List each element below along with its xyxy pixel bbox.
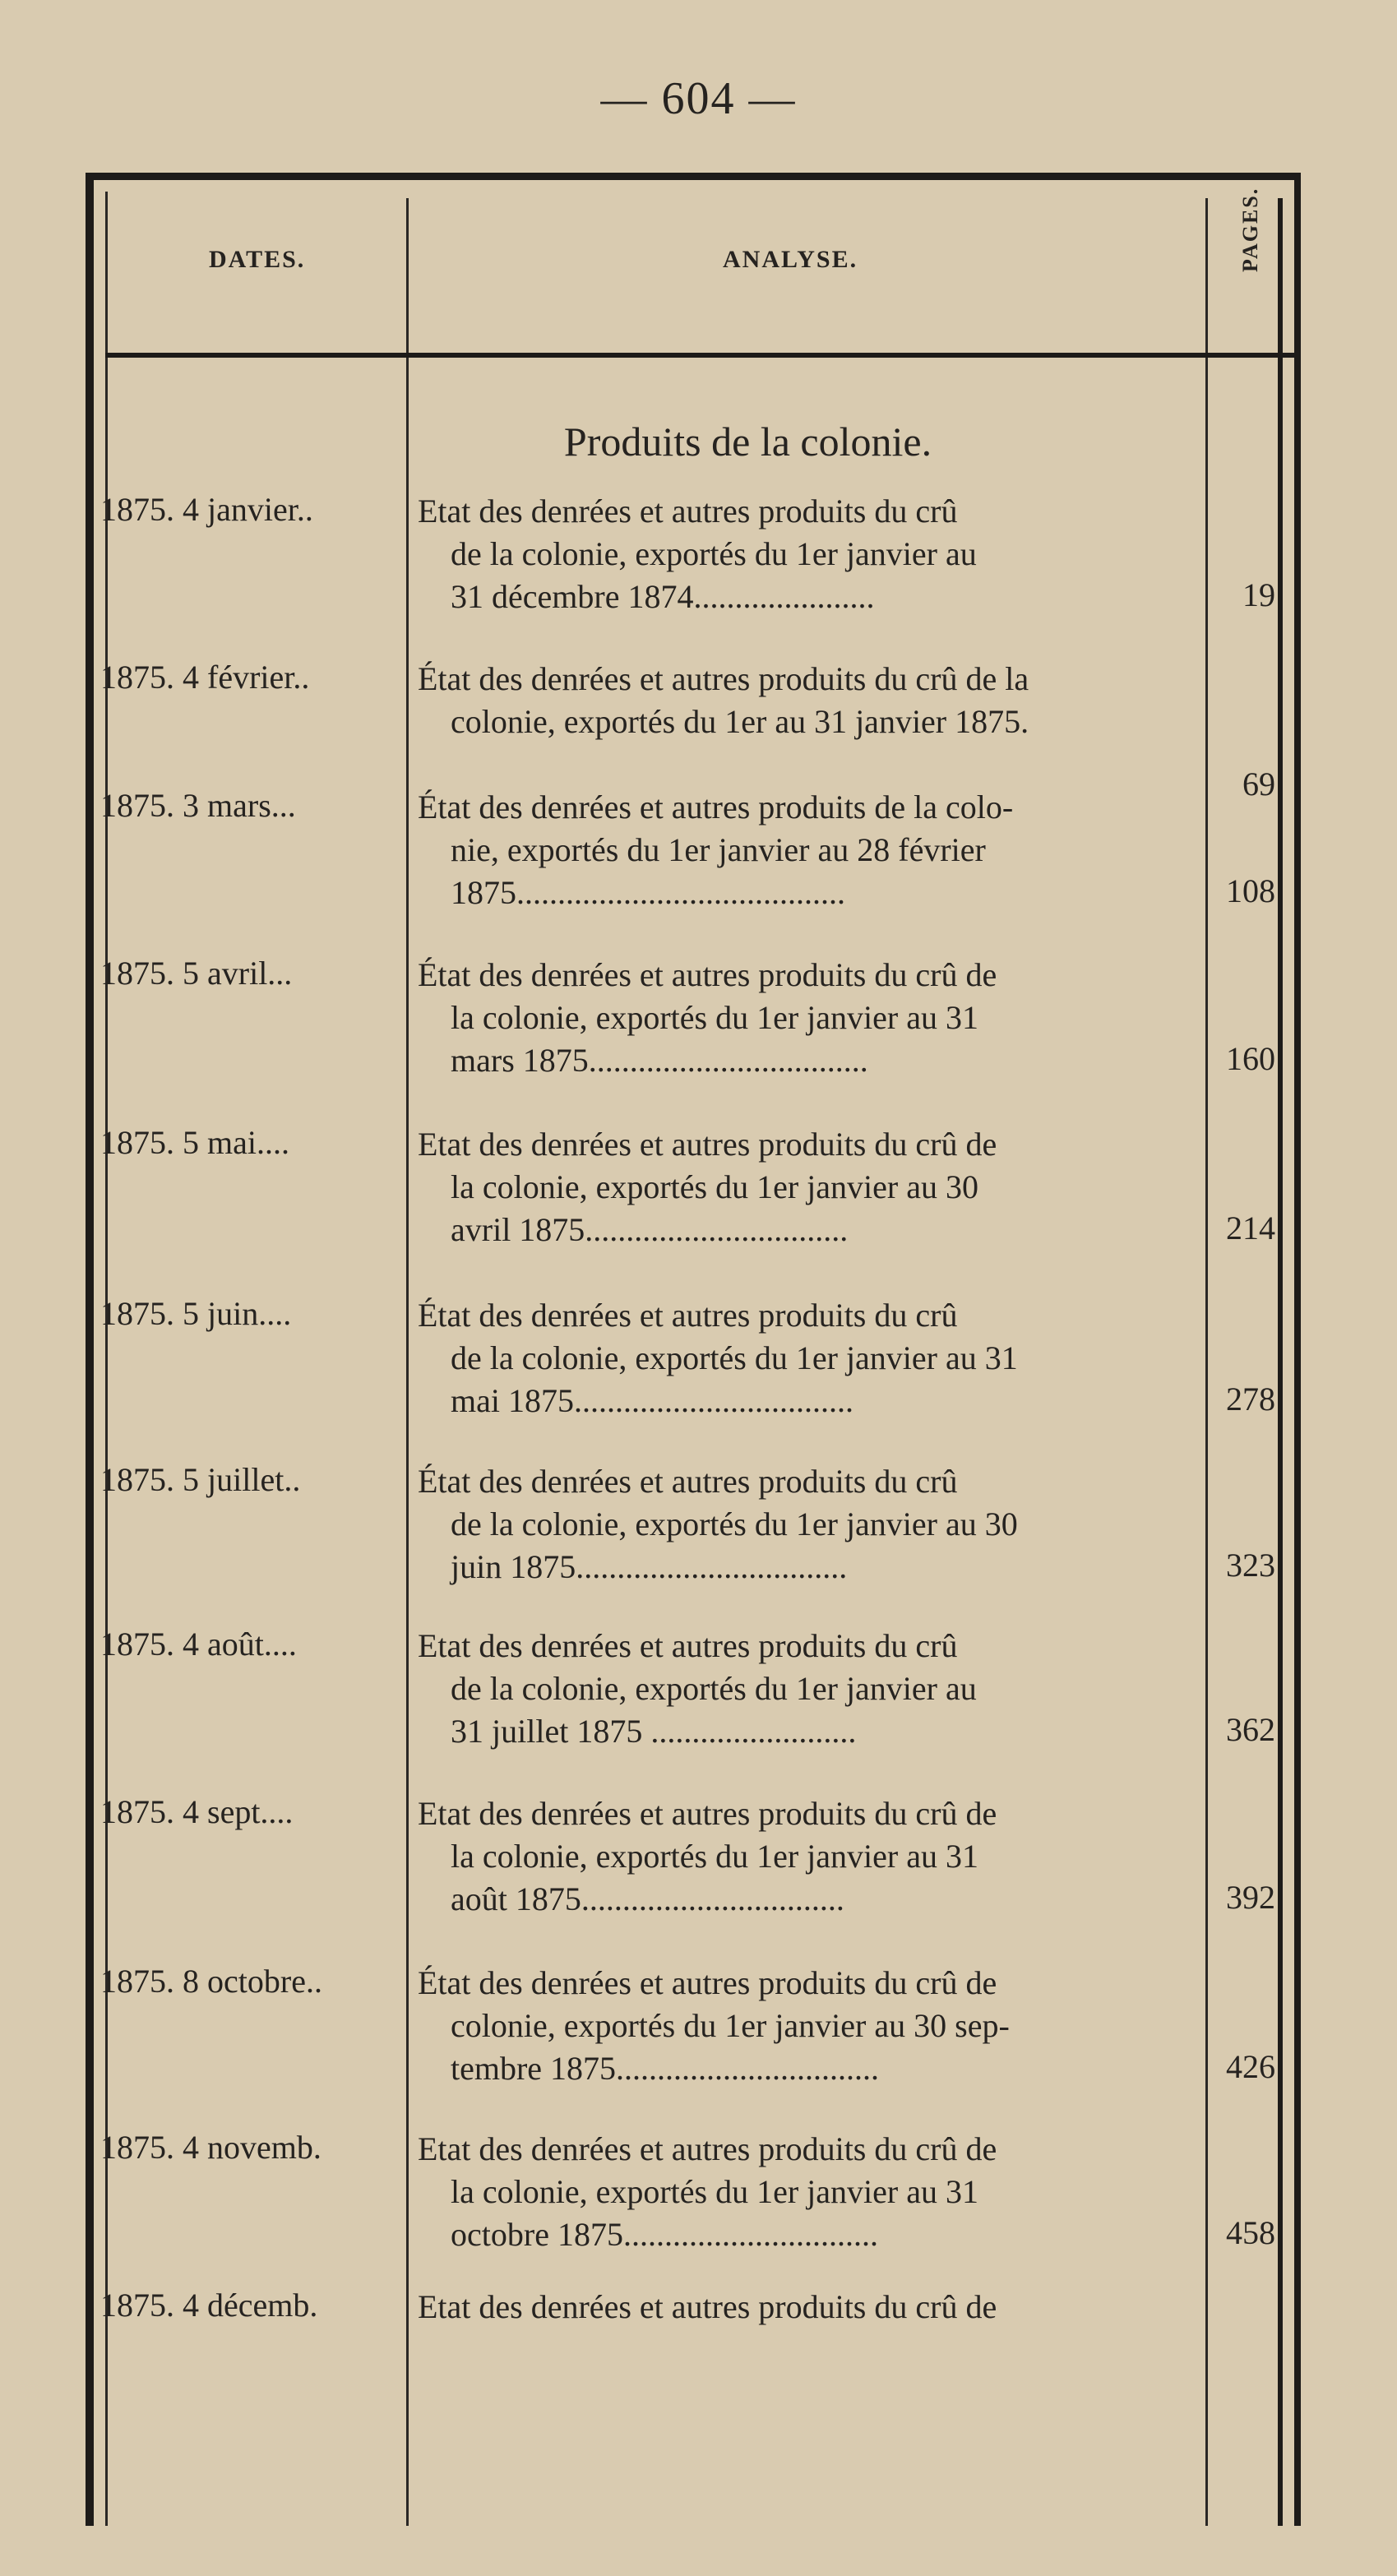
entry-page: 108 xyxy=(1226,872,1275,909)
analysis-line: août 1875................................ xyxy=(451,1880,844,1917)
analysis-line: colonie, exportés du 1er janvier au 30 sep- xyxy=(451,2007,1010,2044)
entry-analysis xyxy=(418,1123,1199,1251)
analysis-line: avril 1875................................ xyxy=(451,1211,849,1248)
entry-analysis xyxy=(418,1792,1199,1921)
entry-analysis xyxy=(418,490,1199,618)
analysis-line: État des denrées et autres produits du crû de xyxy=(418,1964,997,2001)
analysis-line: Etat des denrées et autres produits du crû de xyxy=(418,2288,997,2325)
analysis-line: 31 juillet 1875 ......................... xyxy=(451,1713,857,1750)
analysis-line: État des denrées et autres produits de la colo- xyxy=(418,789,1014,826)
analysis-line: de la colonie, exportés du 1er janvier au xyxy=(451,1670,977,1707)
entry-page: 69 xyxy=(1242,765,1275,802)
analysis-line: mai 1875.................................. xyxy=(451,1382,853,1419)
analysis-line: Etat des denrées et autres produits du crû de xyxy=(418,1795,997,1832)
analysis-line: de la colonie, exportés du 1er janvier au 31 xyxy=(451,1339,1018,1376)
entry-page: 160 xyxy=(1226,1040,1275,1077)
column-separator-analyse xyxy=(1205,198,1208,2526)
analyse-header: ANALYSE. xyxy=(723,246,858,273)
column-separator-pages xyxy=(1278,198,1283,2526)
analysis-line: 31 décembre 1874...................... xyxy=(451,578,875,615)
analysis-line: État des denrées et autres produits du crû xyxy=(418,1297,958,1334)
analysis-line: la colonie, exportés du 1er janvier au 30 xyxy=(451,1168,978,1205)
analysis-line: colonie, exportés du 1er au 31 janvier 1875. xyxy=(451,703,1029,740)
column-separator-dates xyxy=(406,198,409,2526)
page-number: — 604 — xyxy=(600,73,797,124)
entry-date: 1875. 3 mars... xyxy=(100,787,296,824)
inner-border xyxy=(105,192,108,2526)
analysis-line: Etat des denrées et autres produits du crû xyxy=(418,493,958,530)
entry-analysis xyxy=(418,1625,1199,1753)
entry-date: 1875. 8 octobre.. xyxy=(100,1963,322,2000)
entry-page: 426 xyxy=(1226,2048,1275,2085)
entry-page: 323 xyxy=(1226,1547,1275,1584)
entry-analysis xyxy=(418,1460,1199,1589)
analysis-line: mars 1875.................................. xyxy=(451,1042,868,1079)
entry-analysis xyxy=(418,658,1199,743)
analysis-line: État des denrées et autres produits du crû xyxy=(418,1463,958,1500)
analysis-line: la colonie, exportés du 1er janvier au 31 xyxy=(451,999,978,1036)
entry-date: 1875. 5 mai.... xyxy=(100,1124,289,1161)
entry-page: 362 xyxy=(1226,1711,1275,1748)
entry-date: 1875. 4 sept.... xyxy=(100,1793,294,1830)
analysis-line: Etat des denrées et autres produits du crû xyxy=(418,1627,958,1664)
entry-analysis xyxy=(418,1962,1199,2090)
analysis-line: Etat des denrées et autres produits du crû de xyxy=(418,2130,997,2167)
analysis-line: Etat des denrées et autres produits du crû de xyxy=(418,1126,997,1163)
analysis-line: de la colonie, exportés du 1er janvier au 30 xyxy=(451,1505,1018,1542)
entry-analysis xyxy=(418,954,1199,1082)
entry-date: 1875. 4 novemb. xyxy=(100,2129,321,2166)
analysis-line: la colonie, exportés du 1er janvier au 31 xyxy=(451,2173,978,2210)
analysis-line: État des denrées et autres produits du crû de xyxy=(418,956,997,993)
entry-analysis xyxy=(418,1294,1199,1422)
entry-date: 1875. 5 avril... xyxy=(100,955,293,992)
analysis-line: octobre 1875............................... xyxy=(451,2216,878,2253)
analysis-line: État des denrées et autres produits du crû de la xyxy=(418,660,1029,697)
entry-page: 19 xyxy=(1242,576,1275,613)
entry-date: 1875. 4 août.... xyxy=(100,1626,297,1663)
entry-page: 458 xyxy=(1226,2214,1275,2251)
analysis-line: tembre 1875................................ xyxy=(451,2050,880,2087)
entry-date: 1875. 4 janvier.. xyxy=(100,491,313,528)
analysis-line: nie, exportés du 1er janvier au 28 février xyxy=(451,831,986,868)
entry-analysis xyxy=(418,2128,1199,2256)
analysis-line: juin 1875................................. xyxy=(451,1548,848,1585)
entry-page: 214 xyxy=(1226,1209,1275,1246)
entry-page: 278 xyxy=(1226,1380,1275,1417)
entry-date: 1875. 5 juillet.. xyxy=(100,1461,301,1498)
entry-date: 1875. 4 février.. xyxy=(100,659,310,696)
entry-page: 392 xyxy=(1226,1879,1275,1916)
analysis-line: 1875........................................ xyxy=(451,874,845,911)
entry-analysis xyxy=(418,2286,1199,2329)
entry-date: 1875. 4 décemb. xyxy=(100,2287,318,2324)
analysis-line: la colonie, exportés du 1er janvier au 31 xyxy=(451,1838,978,1875)
entry-date: 1875. 5 juin.... xyxy=(100,1295,292,1332)
entry-analysis xyxy=(418,786,1199,914)
analysis-line: de la colonie, exportés du 1er janvier au xyxy=(451,535,977,572)
pages-header: PAGES. xyxy=(1238,187,1262,272)
dates-header: DATES. xyxy=(209,246,306,273)
section-title: Produits de la colonie. xyxy=(563,419,932,465)
header-rule xyxy=(105,353,1294,358)
